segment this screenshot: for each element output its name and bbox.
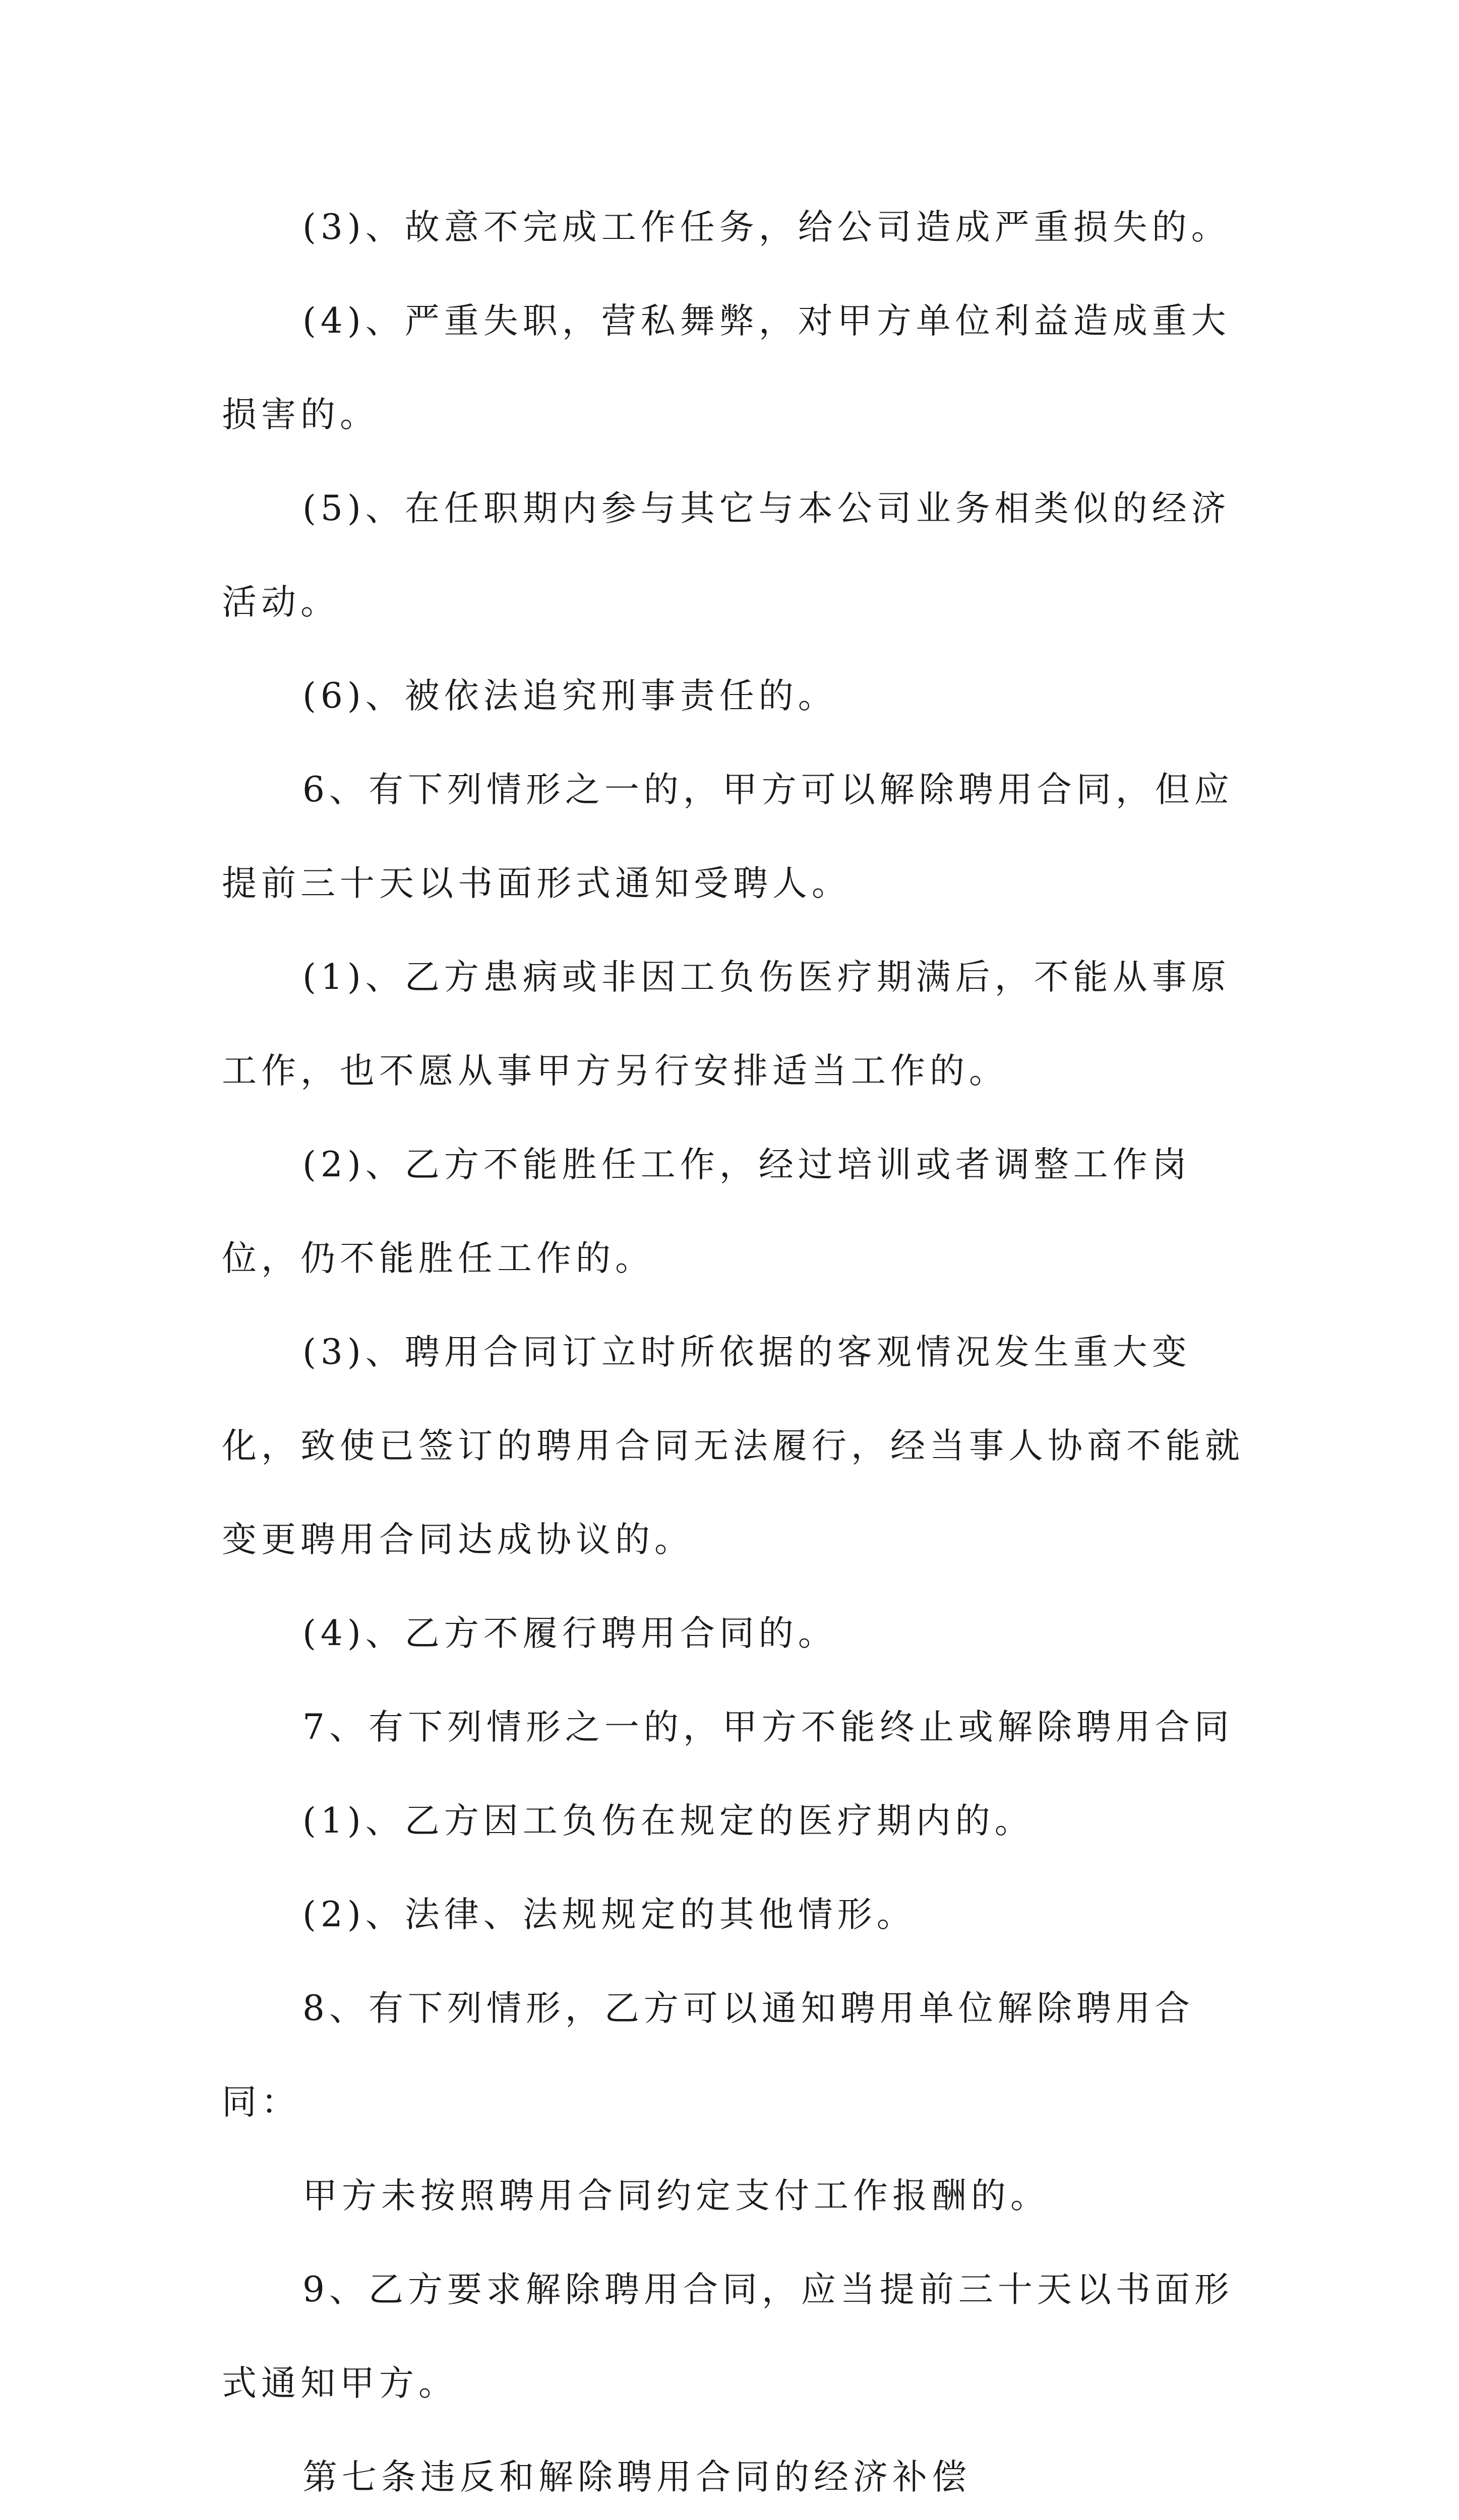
paragraph-item-8-detail: 甲方未按照聘用合同约定支付工作报酬的。 — [302, 2176, 1050, 2216]
paragraph-item-7: 7、有下列情形之一的，甲方不能终止或解除聘用合同 — [302, 1707, 1234, 1747]
section-heading-article-7: 第七条违反和解除聘用合同的经济补偿 — [302, 2457, 971, 2497]
paragraph-clause-6: (6)、被依法追究刑事责任的。 — [302, 676, 837, 716]
paragraph-item-8: 8、有下列情形，乙方可以通知聘用单位解除聘用合同： — [222, 1988, 1194, 2122]
paragraph-clause-5: (5)、在任职期内参与其它与本公司业务相类似的经济活动。 — [222, 488, 1231, 622]
paragraph-clause-3: (3)、故意不完成工作任务，给公司造成严重损失的。 — [302, 207, 1231, 247]
paragraph-item-7-2: (2)、法律、法规规定的其他情形。 — [302, 1895, 916, 1935]
paragraph-clause-4: (4)、严重失职，营私舞弊，对甲方单位利益造成重大损害的。 — [222, 301, 1231, 435]
paragraph-item-6-3: (3)、聘用合同订立时所依据的客观情况发生重大变化，致使已签订的聘用合同无法履行，经当事人协商不能就变更聘用合同达成协议的。 — [222, 1332, 1244, 1560]
paragraph-item-6-4: (4)、乙方不履行聘用合同的。 — [302, 1613, 837, 1654]
paragraph-item-6-2: (2)、乙方不能胜任工作，经过培训或者调整工作岗位，仍不能胜任工作的。 — [222, 1145, 1191, 1279]
paragraph-item-7-1: (1)、乙方因工负伤在规定的医疗期内的。 — [302, 1801, 1034, 1841]
paragraph-item-9: 9、乙方要求解除聘用合同，应当提前三十天以书面形式通知甲方。 — [222, 2270, 1234, 2404]
paragraph-item-6-1: (1)、乙方患病或非因工负伤医疗期满后，不能从事原工作，也不愿从事甲方另行安排适当工作的。 — [222, 957, 1231, 1091]
paragraph-item-6: 6、有下列情形之一的，甲方可以解除聘用合同，但应提前三十天以书面形式通知受聘人。 — [222, 770, 1234, 904]
document-body — [222, 180, 1250, 2520]
